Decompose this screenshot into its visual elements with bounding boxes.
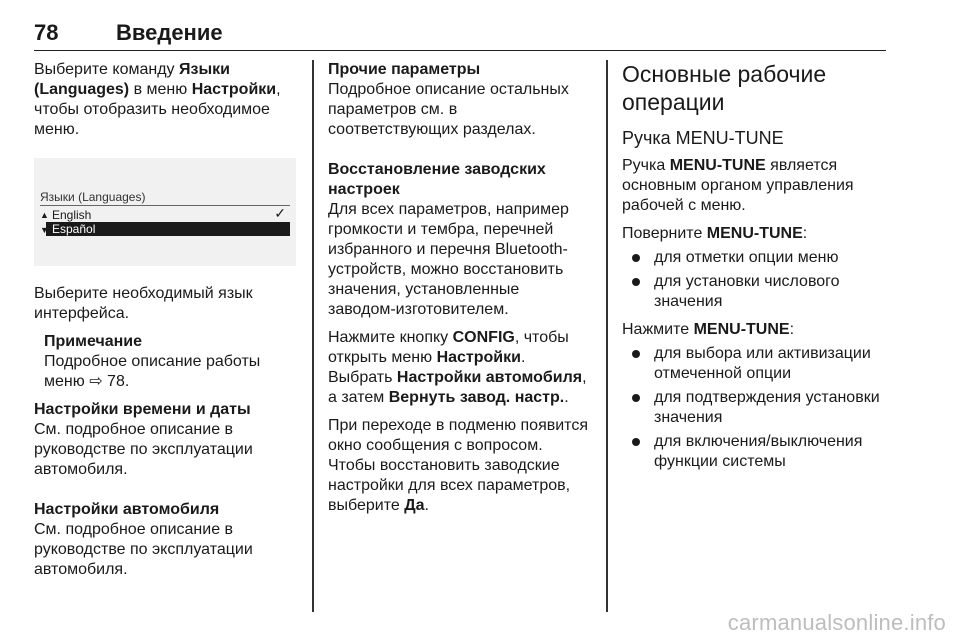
column-middle — [328, 60, 590, 524]
page-header — [34, 20, 886, 51]
press-intro: Нажмите MENU-TUNE: — [622, 321, 795, 338]
column-divider-1 — [312, 60, 314, 612]
other-params-text: Подробное описание остальных параметров см. в соответствующих разделах. — [328, 81, 569, 138]
config-instructions: Нажмите кнопку CONFIG, чтобы открыть меню Настройки. Выбрать Настройки автомобиля, а затем Вернуть завод. настр.. — [328, 329, 587, 406]
bullet-icon — [632, 254, 640, 262]
vehicle-settings-text: См. подробное описание в руководстве по эксплуатации автомобиля. — [34, 521, 253, 578]
list-item: для установки числового значения — [622, 272, 892, 312]
arrow-down-icon: ▼ — [40, 225, 49, 235]
screen-title: Языки (Languages) — [40, 190, 146, 204]
list-item: для подтверждения установки значения — [622, 388, 892, 428]
language-menu-screenshot — [34, 158, 296, 266]
time-settings-title: Настройки времени и даты — [34, 401, 251, 418]
list-item: для отметки опции меню — [622, 248, 892, 268]
page-title: Введение — [116, 20, 223, 45]
intro-paragraph: Выберите команду Языки (Languages) в меню Настройки, чтобы отобразить необходимое меню. — [34, 61, 281, 138]
screen-divider — [40, 205, 290, 206]
arrow-up-icon: ▲ — [40, 210, 49, 220]
page-ref-icon: ⇨ — [89, 373, 103, 390]
knob-section-title: Ручка MENU-TUNE — [622, 128, 784, 148]
list-item: для включения/выключения функции системы — [622, 432, 892, 472]
menu-item-espanol-selected: Español — [40, 222, 290, 236]
column-left — [34, 60, 296, 588]
press-list — [622, 344, 892, 472]
watermark: carmanualsonline.info — [727, 610, 946, 635]
other-params-title: Прочие параметры — [328, 61, 481, 78]
column-right — [622, 60, 892, 480]
list-item: для выбора или активизации отмеченной опции — [622, 344, 892, 384]
bullet-icon — [632, 438, 640, 446]
menu-item-english: ▲ English ✓ — [40, 205, 286, 222]
main-section-title: Основные рабочие операции — [622, 61, 827, 115]
bullet-icon — [632, 350, 640, 358]
vehicle-settings-title: Настройки автомобиля — [34, 501, 220, 518]
factory-reset-title: Восстановление заводских настроек — [328, 161, 546, 198]
note-title: Примечание — [44, 333, 143, 350]
turn-list — [622, 248, 892, 312]
select-language-text: Выберите необходимый язык интерфейса. — [34, 285, 253, 322]
confirm-reset-text: При переходе в подменю появится окно сообщения с вопросом. Чтобы восстановить заводские настройки для всех параметров, выберите Да. — [328, 417, 588, 514]
note-block — [44, 332, 296, 392]
column-divider-2 — [606, 60, 608, 612]
checkmark-icon: ✓ — [274, 205, 286, 221]
bullet-icon — [632, 394, 640, 402]
knob-description: Ручка MENU-TUNE является основным органом управления рабочей с меню. — [622, 157, 854, 214]
turn-intro: Поверните MENU-TUNE: — [622, 225, 808, 242]
bullet-icon — [632, 278, 640, 286]
note-text: Подробное описание работы меню ⇨ 78. — [44, 353, 261, 390]
time-settings-text: См. подробное описание в руководстве по эксплуатации автомобиля. — [34, 421, 253, 478]
factory-reset-text: Для всех параметров, например громкости и тембра, перечней избранного и перечня Bluetooth-устройств, можно восстановить значения, установленные заводом-изготовителем. — [328, 201, 569, 318]
page-number: 78 — [34, 20, 59, 45]
